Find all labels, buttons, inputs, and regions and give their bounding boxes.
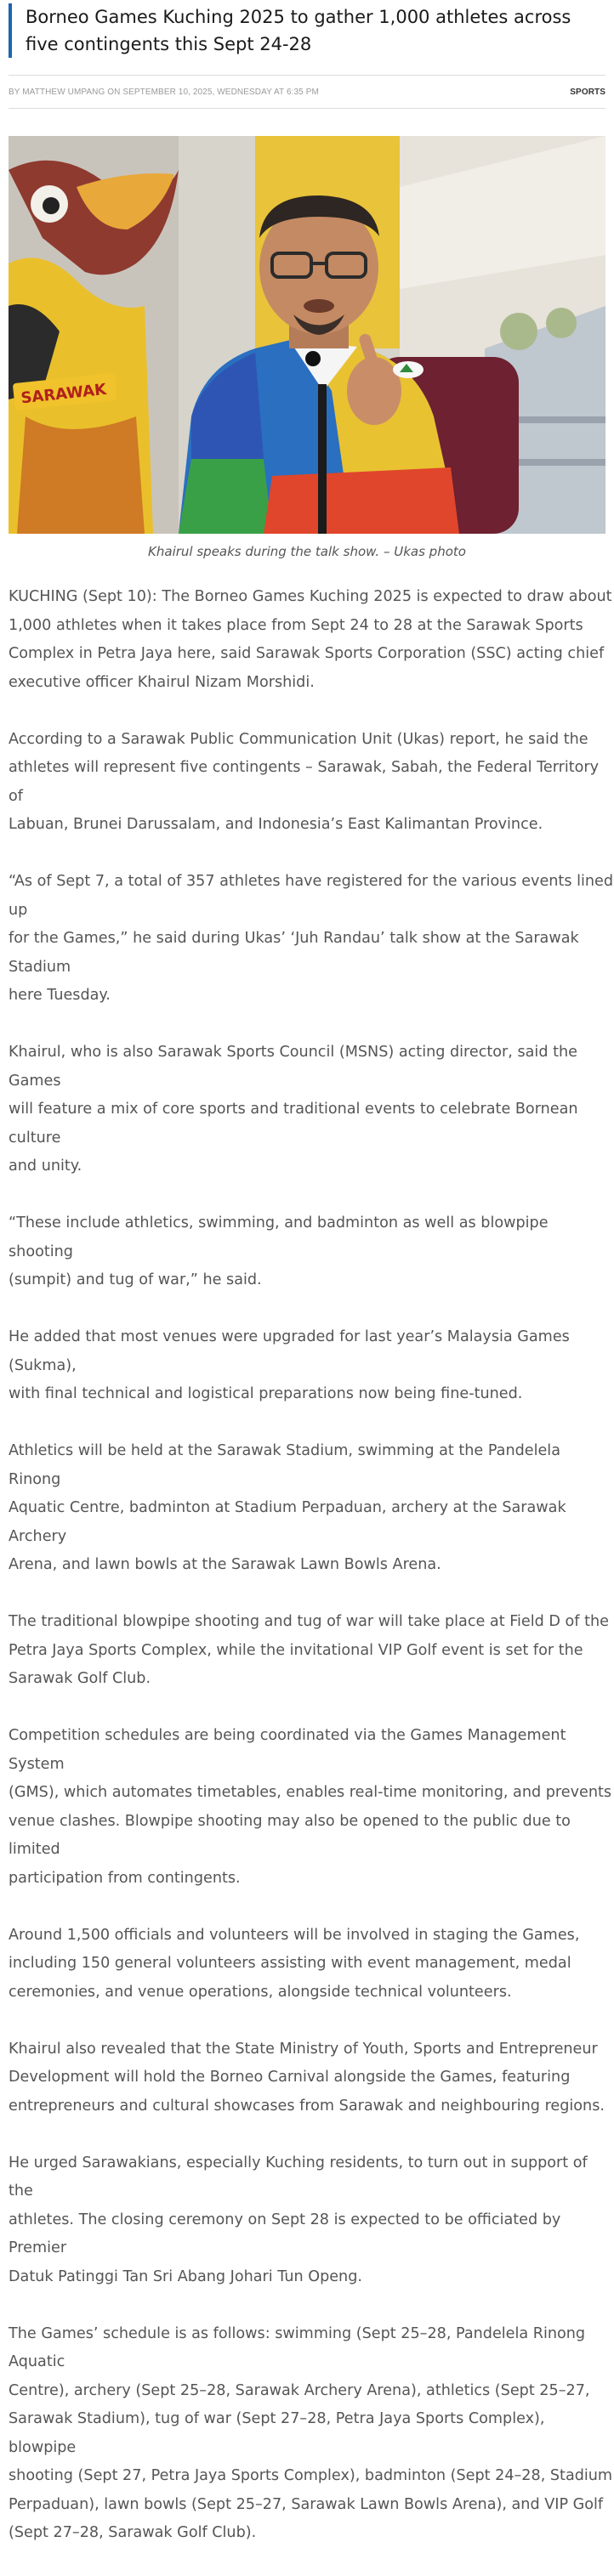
paragraph: Competition schedules are being coordinated via the Games Management System (GMS), which automates timetables, enables real-time monitoring, and prevents venue clashes. Blowpipe shooting may also be opened to the public due to limited participation from contingents. [9,1727,612,1887]
paragraph: Khairul, who is also Sarawak Sports Council (MSNS) acting director, said the Games will feature a mix of core sports and traditional events to celebrate Bornean culture and unity. [9,1044,578,1175]
article-photo [9,136,605,534]
headline-line-1: Borneo Games Kuching 2025 to gather 1,000 athletes across [26,7,571,27]
photo-illustration [9,136,605,534]
paragraph: According to a Sarawak Public Communication Unit (Ukas) report, he said the athletes will represent five contingents – Sarawak, Sabah, the Federal Territory of Labuan, Brunei Darussalam, and Indonesia’s East Kalimantan Province. [9,730,600,833]
mascot-badge-text: SARAWAK [20,380,108,408]
paragraph: Athletics will be held at the Sarawak Stadium, swimming at the Pandelela Rinong Aquatic Centre, badminton at Stadium Perpaduan, archery at the Sarawak Archery Arena, and lawn bowls at the Sarawak Lawn Bowls Arena. [9,1442,566,1573]
article-meta-bar [9,75,605,109]
paragraph: He added that most venues were upgraded for last year’s Malaysia Games (Sukma), with final technical and logistical preparations now being fine-tuned. [9,1328,570,1402]
photo-caption: Khairul speaks during the talk show. – Ukas photo [148,544,466,559]
paragraph: Khairul also revealed that the State Ministry of Youth, Sports and Entrepreneur Development will hold the Borneo Carnival alongside the Games, featuring entrepreneurs and cultural showcases from Sarawak and neighbouring regions. [9,2040,605,2115]
headline-line-2: five contingents this Sept 24-28 [26,34,312,54]
headline-block [9,3,605,58]
paragraph: “These include athletics, swimming, and badminton as well as blowpipe shooting (sumpit) and tug of war,” he said. [9,1214,549,1288]
article-headline [26,3,605,58]
article-body [9,583,614,2576]
byline: BY MATTHEW UMPANG ON SEPTEMBER 10, 2025, WEDNESDAY AT 6:35 PM [9,87,319,97]
paragraph: The Games’ schedule is as follows: swimming (Sept 25–28, Pandelela Rinong Aquatic Centre), archery (Sept 25–28, Sarawak Archery Arena), athletics (Sept 25–27, Sarawak Stadium), tug of war (Sept 27–28, Petra Jaya Sports Complex), blowpipe shooting (Sept 27, Petra Jaya Sports Complex), badminton (Sept 24–28, Stadium Perpaduan), lawn bowls (Sept 25–27, Sarawak Lawn Bowls Arena), and VIP Golf (Sept 27–28, Sarawak Golf Club). [9,2324,613,2541]
paragraph: Around 1,500 officials and volunteers will be involved in staging the Games, including 150 general volunteers assisting with event management, medal ceremonies, and venue operations, alongside technical volunteers. [9,1926,580,2001]
paragraph: He urged Sarawakians, especially Kuching residents, to turn out in support of the athletes. The closing ceremony on Sept 28 is expected to be officiated by Premier Datuk Patinggi Tan Sri Abang Johari Tun Openg. [9,2154,588,2285]
paragraph: The traditional blowpipe shooting and tug of war will take place at Field D of the Petra Jaya Sports Complex, while the invitational VIP Golf event is set for the Sarawak Golf Club. [9,1613,609,1687]
paragraph: “As of Sept 7, a total of 357 athletes have registered for the various events lined up for the Games,” he said during Ukas’ ‘Juh Randau’ talk show at the Sarawak Stadium here Tuesday. [9,873,613,1004]
paragraph: KUCHING (Sept 10): The Borneo Games Kuching 2025 is expected to draw about 1,000 athletes when it takes place from Sept 24 to 28 at the Sarawak Sports Complex in Petra Jaya here, said Sarawak Sports Corporation (SSC) acting chief executive officer Khairul Nizam Morshidi. [9,588,612,691]
category-link[interactable]: SPORTS [570,87,605,97]
